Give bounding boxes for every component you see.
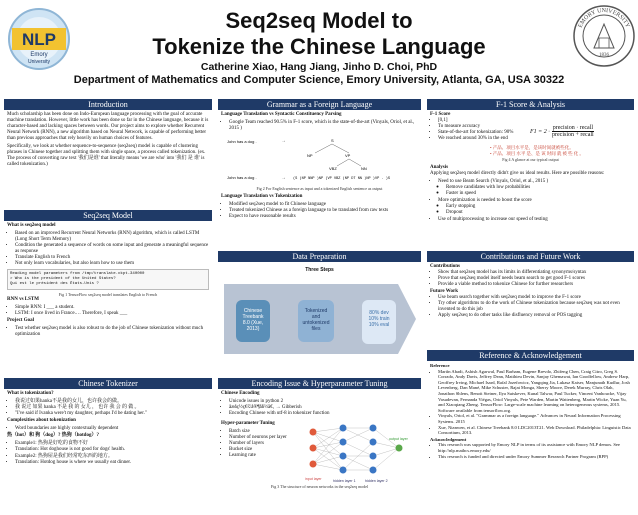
list-item: • Condition the generated a sequence of words on some input and generate a meaningful sequence as response <box>15 243 209 255</box>
hidden-node <box>340 453 347 460</box>
box-line: 8.0 (Xue, <box>242 320 264 326</box>
tokenizer-heading: Chinese Tokenizer <box>4 378 212 389</box>
list-item: • 我 说过 如果 hanka 不是 我 的 女儿 ， 也许 我 会 的 做 。 <box>15 405 209 411</box>
seq2seq-subheading-rnn: RNN vs LSTM <box>7 297 39 302</box>
tree-sentence-1: John has a dog . <box>227 139 257 144</box>
fig4-caption: Fig 4 A glance at our typical output <box>502 157 559 162</box>
step-box-split <box>362 300 396 344</box>
box-line: 10% eval <box>368 322 390 328</box>
acknowledgement-list <box>430 442 631 459</box>
contributions-section <box>427 251 634 346</box>
logo-emory: Emory <box>30 52 48 58</box>
box-line: 10% train <box>368 316 390 322</box>
list-item: • LSTM: I once lived in France.… Therefore, I speak ___ <box>15 311 209 317</box>
fig3-caption: Fig 3 The structure of neuron networks in the seq2seq model <box>270 484 369 489</box>
grammar-subheading-2: Language Translation vs Tokenization <box>221 194 303 199</box>
seq2seq-list-3 <box>7 326 209 338</box>
output-node <box>396 445 403 452</box>
hidden-node <box>370 467 377 474</box>
list-item: • Example1: 热狗是好吃的食物不好 <box>15 441 209 447</box>
box-line: 80% dev <box>369 310 389 316</box>
list-item: • Show that seq2seq model has its limits in differentiating synonyms/syntax <box>438 270 631 276</box>
list-item: • Not only learn vocabularies, but also learn how to use them <box>15 261 209 267</box>
f1-list-1 <box>430 118 530 142</box>
list-item: ◦ Dropout <box>446 210 631 216</box>
list-item: • Vinyals, Oriol, et al. "Grammar as a foreign language." Advances in Neural Information Processing Systems. 2015 <box>438 413 631 424</box>
chinese-tokenizer-section <box>4 378 212 512</box>
list-item: • To measure accuracy <box>438 124 530 130</box>
nn-input-label: input layer <box>305 477 322 481</box>
encoding-subheading-1: Chinese Encoding <box>221 391 260 396</box>
seq2seq-list-1 <box>7 231 209 267</box>
tree-label-nn: NN <box>361 166 367 171</box>
arrow-glyph: → <box>281 175 286 181</box>
box-line: Chinese <box>243 308 263 314</box>
intro-paragraph-1: Much scholarship has been done on Indo-European language processing with the goal of accurate machine translation. However, little work has been done so far in the Chinese language, because it is character-based and lacking spaces between words. Our project aims to explore whether Recurrent Neural Network (RNN), a new algorithm based on Neural Network, is capable of performing better than previous approaches that rely heavily on human choices of features. <box>7 112 209 141</box>
encoding-subheading-2: Hyper-parameter Tuning <box>221 421 275 426</box>
list-item: ◦ Faster in speed <box>446 191 631 197</box>
hidden-node <box>340 425 347 432</box>
data-prep-heading: Data Preparation <box>218 251 421 262</box>
future-work-subheading: Future Work <box>430 289 459 294</box>
contributions-list <box>430 270 631 288</box>
arrow-glyph: → <box>281 138 286 144</box>
hidden-node <box>370 439 377 446</box>
code-line: Reading model parameters from /tmp/translate.ckpt-340000 <box>10 272 145 276</box>
analysis-subheading: Analysis <box>430 165 449 170</box>
tokenizer-list-3 <box>7 441 209 453</box>
hidden-node <box>370 453 377 460</box>
list-item: • Need to use Beam Search (Vinyals, Oriol, et al., 2015 ) ◦ Remove candidates with low probabilities ◦ Faster in speed <box>438 179 631 197</box>
list-item: • åæåç½ç€©å®¶å¥½ã€‚ → Gibberish <box>229 405 418 411</box>
nn-output-label: output layer <box>389 437 408 441</box>
list-item: • This research is funded and directed under Emory Summer Research Partner Program (RPP) <box>438 454 631 460</box>
nn-hidden2-label: hidden layer 2 <box>365 479 388 483</box>
list-item: • 我说过如果hanka不是我的女儿，也许我会的做。 <box>15 399 209 405</box>
nlp-logo <box>6 6 72 72</box>
tokenizer-subheading-complexities: Complexities about tokenization <box>7 418 76 423</box>
list-item: • Try other algorithms to do the work of Chinese tokenization because seq2seq was not even invented to do this job <box>438 301 631 313</box>
intro-paragraph-2: Specifically, we look at whether sequence-to-sequence (seq2seq) model is capable of clustering phrases in Chinese together and splitting them with single space, a process called tokenization. (ex. The process of converting raw text '我们是谁' that literally means 'we are who' into '我们 是 谁' is called tokenization.) <box>7 144 206 167</box>
analysis-paragraph: Applying seq2seq model directly didn't give us ideal results. Here are possible reasons: <box>430 171 605 176</box>
list-item: • Xue, Nianwen, et al. Chinese Treebank 8.0 LDC2013T21. Web Download. Philadelphia: Linguistic Data Consortium, 2013. <box>438 425 631 436</box>
list-item: • This research was supported by Emory NLP in terms of its assistance with Emory NLP demos. See http://nlp.mathcs.emory.edu/ <box>438 442 631 453</box>
references-section <box>427 350 634 512</box>
list-item: • Example2: 热狗屋是我们经常吃东西的地方。 <box>15 454 209 460</box>
three-steps-title: Three Steps <box>305 267 334 273</box>
list-item: • Simple RNN: I ___ a student. <box>15 305 209 311</box>
code-line: Qui est le président des États-Unis ? <box>10 282 99 286</box>
formula-numerator: precision · recall <box>552 125 594 131</box>
step-box-files <box>298 300 334 342</box>
list-item: • Google Team reached 90.5% in F-1 score, which is the state-of-the-art (Vinyals, Oriol, et al., 2015 ) <box>229 120 418 132</box>
list-item: • "I've said if Ivanka were't my daughter, perhaps I'd be dating her." <box>15 411 209 417</box>
references-heading: Reference & Acknowledgement <box>427 350 634 361</box>
introduction-section <box>4 99 212 219</box>
formula-lhs: F1 = 2 · <box>530 128 550 135</box>
list-item: • State-of-the-art for tokenization: 90% <box>438 130 530 136</box>
list-item: • Treated tokenized Chinese as a foreign language to be translated from raw texts <box>229 208 418 214</box>
seq2seq-subheading-what: What is seq2seq model <box>7 223 56 228</box>
sample-line: • 产品、项目 水平 是、是 该 时间 就 被 些 化 。 <box>490 151 584 156</box>
acknowledgement-subheading: Acknowledgement <box>430 436 467 442</box>
translation-code-figure <box>7 269 209 290</box>
poster-department: Department of Mathematics and Computer Science, Emory University, Atlanta, GA, USA 30322 <box>73 74 565 86</box>
grammar-subheading-1: Language Translation vs Syntactic Constituency Parsing <box>221 112 342 117</box>
box-line: Tokenized <box>304 308 328 314</box>
f1-heading: F-1 Score & Analysis <box>427 99 634 110</box>
list-item: • Unicode issues in python 2 <box>229 399 418 405</box>
box-line: 2013) <box>246 326 260 332</box>
list-item: • Expect to have reasonable results <box>229 214 418 220</box>
grammar-heading: Grammar as a Foreign Language <box>218 99 421 110</box>
sample-output <box>430 145 631 157</box>
tree-label-vbz: VBZ <box>329 166 337 171</box>
list-item: • Batch size <box>229 429 303 435</box>
list-item: • Use beam search together with seq2seq model to improve the F-1 score <box>438 295 631 301</box>
tree-linearized: (S (NP NNP )NP (VP VBZ (NP DT NN )NP )VP . )S <box>293 177 391 181</box>
references-subheading: Reference <box>430 363 450 368</box>
seq2seq-heading: Seq2seq Model <box>4 210 212 221</box>
seq2seq-section <box>4 210 212 370</box>
list-item: • Learning rate <box>229 453 303 459</box>
encoding-section <box>218 378 421 512</box>
seq2seq-subheading-goal: Project Goal <box>7 318 34 323</box>
logo-letters: NLP <box>22 30 56 49</box>
seal-text: EMORY UNIVERSITY <box>577 7 631 29</box>
list-item: • Translate English to French <box>15 255 209 261</box>
step-box-treebank <box>236 300 270 342</box>
code-line: > Who is the president of the United States? <box>10 277 116 281</box>
box-line: Treebank <box>242 314 264 320</box>
hidden-node <box>340 467 347 474</box>
tokenizer-subheading-what: What is tokenization? <box>7 391 54 396</box>
list-item: • Encoding Chinese with utf-8 in tokenizer function <box>229 411 418 417</box>
fig1-caption: Fig 1 TensorFlow seq2seq model translates English to French <box>58 292 158 297</box>
list-item: • Provide a viable method to tokenize Chinese for further researchers <box>438 282 631 288</box>
encoding-heading: Encoding Issue & Hyperparameter Tuning <box>218 378 421 389</box>
list-item: • Word boundaries are highly contextually dependent <box>15 426 209 432</box>
hidden-node <box>340 439 347 446</box>
formula-denominator: precision + recall <box>552 132 594 138</box>
analysis-list <box>430 179 631 223</box>
box-line: and <box>311 314 321 320</box>
hyperparameter-list <box>221 429 303 459</box>
grammar-list-1 <box>221 120 418 132</box>
tree-label-vp: VP <box>345 153 351 158</box>
emory-seal <box>572 4 636 68</box>
poster-title-line2: Tokenize the Chinese Language <box>152 34 486 59</box>
seal-year: 1836 <box>599 53 609 58</box>
introduction-heading: Introduction <box>4 99 212 110</box>
tokenizer-example-heading: 热（hot）和 狗（dog）? 热狗（hotdog）? <box>7 433 99 438</box>
sample-line: • 产品、项目水平是，是该时间就被些化。 <box>490 145 574 150</box>
list-item: • Translation: Hot doghouse is not good for dogs' health. <box>15 447 209 453</box>
grammar-section <box>218 99 421 249</box>
poster-header <box>0 0 638 90</box>
seq2seq-list-2 <box>7 305 209 317</box>
references-list <box>430 369 631 436</box>
hidden-node <box>370 425 377 432</box>
fig2-caption: Fig 2 For English sentence as input and a tokenized English sentence as output <box>256 186 383 191</box>
list-item: • We reached around 30% in the end <box>438 136 530 142</box>
nn-hidden1-label: hidden layer 1 <box>333 479 356 483</box>
list-item: • Bucket size <box>229 447 303 453</box>
box-line: files <box>311 326 321 332</box>
list-item: • Use of multiprocessing to increase our speed of testing <box>438 217 631 223</box>
list-item: • [0,1] <box>438 118 530 124</box>
tree-label-np: NP <box>307 153 313 158</box>
poster-title-line1: Seq2seq Model to <box>225 8 413 33</box>
tokenizer-list-1 <box>7 399 209 417</box>
box-line: untokenized <box>302 320 330 326</box>
list-item: • Number of neurons per layer <box>229 435 303 441</box>
grammar-list-2 <box>221 202 418 220</box>
f1-formula <box>530 112 594 143</box>
f1-score-section <box>427 99 634 254</box>
tree-sentence-2: John has a dog . <box>227 175 257 180</box>
list-item: • Based on an improved Recurrent Neural Networks (RNN) algorithm, which is called LSTM (Long Short Term Memory) <box>15 231 209 243</box>
tree-label-s: S <box>331 138 334 143</box>
list-item: ◦ Remove candidates with low probabilities <box>446 185 631 191</box>
list-item: • Apply seq2seq to do other tasks like disfluency removal or POS tagging <box>438 313 631 319</box>
list-item: • More optimization is needed to boost the score ◦ Early stopping ◦ Dropout <box>438 198 631 216</box>
future-work-list <box>430 295 631 319</box>
list-item: • Modified seq2seq model to fit Chinese language <box>229 202 418 208</box>
list-item: • Number of layers <box>229 441 303 447</box>
tokenizer-list-2 <box>7 426 209 432</box>
parse-tree-figure <box>221 133 418 185</box>
list-item: • Martín Abadi, Ashish Agarwal, Paul Barham, Eugene Brevdo, Zhifeng Chen, Craig Citro, Greg S. Corrado, Andy Davis, Jeffrey Dean, Matthieu Devin, Sanjay Ghemawat, Ian Goodfellow, Andrew Harp, Geoffrey Irving, Michael Isard, Rafal Jozefowicz, Yangqing Jia, Lukasz Kaiser, Manjunath Kudlur, Josh Levenberg, Dan Mané, Mike Schuster, Rajat Monga, Sherry Moore, Derek Murray, Chris Olah, Jonathon Shlens, Benoit Steiner, Ilya Sutskever, Kunal Talwar, Paul Tucker, Vincent Vanhoucke, Vijay Vasudevan, Fernanda Viégas, Oriol Vinyals, Pete Warden, Martin Wattenberg, Martin Wicke, Yuan Yu, and Xiaoqiang Zheng. TensorFlow: Large-scale machine learning on heterogeneous systems, 2015. Software available from tensorflow.org. <box>438 369 631 414</box>
list-item: • Test whether seq2seq model is also robust to do the job of Chinese tokenization without much optimization <box>15 326 209 338</box>
input-node <box>310 429 317 436</box>
list-item: • Translation: Hotdog house is where we usually eat dinner. <box>15 460 209 466</box>
f1-subheading: F-1 Score <box>430 112 451 117</box>
neural-network-diagram <box>303 418 415 484</box>
logo-university: University <box>28 59 50 65</box>
tokenizer-list-4 <box>7 454 209 466</box>
list-item: • Prove that seq2seq model itself needs beam search to get good F-1 scores <box>438 276 631 282</box>
contributions-subheading: Contributions <box>430 264 461 269</box>
data-preparation-section <box>218 251 421 369</box>
list-item: ◦ Early stopping <box>446 204 631 210</box>
contributions-heading: Contributions and Future Work <box>427 251 634 262</box>
encoding-list-1 <box>221 399 418 417</box>
input-node <box>310 445 317 452</box>
input-node <box>310 461 317 468</box>
poster-authors: Catherine Xiao, Hang Jiang, Jinho D. Choi, PhD <box>200 61 438 73</box>
